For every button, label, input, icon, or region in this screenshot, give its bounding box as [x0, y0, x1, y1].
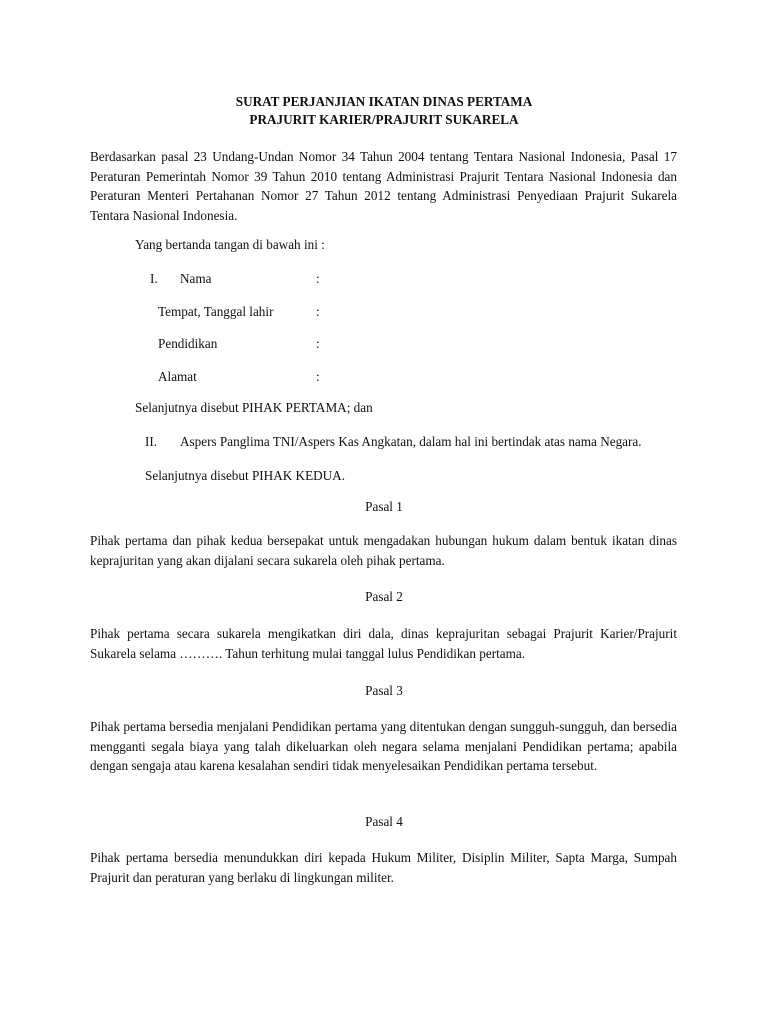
field-colon-nama: : — [316, 271, 320, 286]
party-1-referred: Selanjutnya disebut PIHAK PERTAMA; dan — [135, 400, 373, 415]
document-title-line-1: SURAT PERJANJIAN IKATAN DINAS PERTAMA — [235, 94, 533, 109]
article-body: Pihak pertama secara sukarela mengikatkan diri dala, dinas keprajuritan sebagai Prajurit Karier/Prajurit Sukarela selama ………. Tahun terhitung mulai tanggal lulus Pendidikan pertama. — [90, 626, 677, 661]
article-heading: Pasal 3 — [365, 683, 403, 698]
field-colon-alamat: : — [316, 369, 320, 384]
field-colon-pendidikan: : — [316, 336, 320, 351]
article-body: Pihak pertama bersedia menundukkan diri kepada Hukum Militer, Disiplin Militer, Sapta Marga, Sumpah Prajurit dan peraturan yang berlaku di lingkungan militer. — [90, 850, 677, 885]
party-1-numeral: I. — [150, 271, 158, 286]
article-heading: Pasal 2 — [365, 589, 403, 604]
party-2-text: Aspers Panglima TNI/Aspers Kas Angkatan, dalam hal ini bertindak atas nama Negara. — [180, 434, 642, 449]
field-label-pendidikan: Pendidikan — [158, 336, 218, 351]
field-colon-tempat-tanggal-lahir: : — [316, 304, 320, 319]
article-heading: Pasal 1 — [365, 499, 403, 514]
intro-paragraph: Berdasarkan pasal 23 Undang-Undan Nomor 34 Tahun 2004 tentang Tentara Nasional Indonesia, Pasal 17 Peraturan Pemerintah Nomor 39 Tahun 2010 tentang Administrasi Prajurit Tentara Nasional Indonesia dan Peraturan Menteri Pertahanan Nomor 27 Tahun 2012 tentang Administrasi Penyediaan Prajurit Sukarela Tentara Nasional Indonesia. — [90, 149, 677, 223]
party-2-referred: Selanjutnya disebut PIHAK KEDUA. — [145, 468, 345, 483]
document-title-line-2: PRAJURIT KARIER/PRAJURIT SUKARELA — [249, 112, 519, 127]
article-heading: Pasal 4 — [365, 814, 403, 829]
undersigned-line: Yang bertanda tangan di bawah ini : — [135, 237, 325, 252]
party-2-numeral: II. — [145, 434, 158, 449]
article-body: Pihak pertama bersedia menjalani Pendidikan pertama yang ditentukan dengan sungguh-sungguh, dan bersedia mengganti segala biaya yang talah dikeluarkan oleh negara selama menjalani Pendidikan pertama; apabila dengan sengaja atau karena kesalahan sendiri tidak menyelesaikan Pendidikan pertama tersebut. — [90, 719, 677, 773]
field-label-tempat-tanggal-lahir: Tempat, Tanggal lahir — [158, 304, 274, 319]
field-label-alamat: Alamat — [158, 369, 197, 384]
field-label-nama: Nama — [180, 271, 212, 286]
article-body: Pihak pertama dan pihak kedua bersepakat untuk mengadakan hubungan hukum dalam bentuk ikatan dinas keprajuritan yang akan dijalani secara sukarela oleh pihak pertama. — [90, 533, 677, 568]
